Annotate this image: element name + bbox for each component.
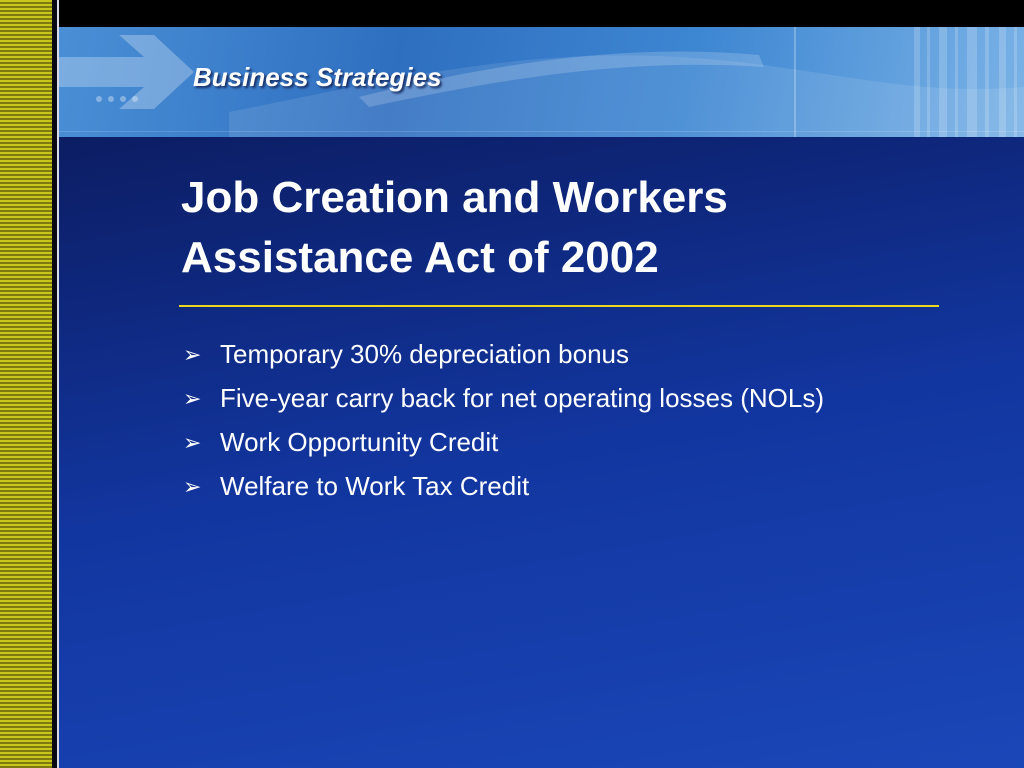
arrow-bullet-icon: ➢ bbox=[183, 386, 202, 411]
arrow-bullet-icon: ➢ bbox=[183, 474, 202, 499]
title-divider bbox=[179, 305, 939, 307]
section-title: Business Strategies bbox=[193, 62, 442, 92]
bullet-text: Work Opportunity Credit bbox=[220, 427, 499, 457]
bullet-item bbox=[183, 424, 883, 460]
bullet-text: Welfare to Work Tax Credit bbox=[220, 471, 530, 501]
bullet-list bbox=[183, 336, 883, 512]
slide-title bbox=[181, 168, 941, 288]
top-black-bar bbox=[59, 0, 1024, 27]
arrow-bullet-icon: ➢ bbox=[183, 430, 202, 455]
header-banner bbox=[59, 27, 1024, 137]
slide-title-line-1: Job Creation and Workers bbox=[181, 173, 728, 222]
bullet-item bbox=[183, 380, 883, 416]
arrow-bullet-icon: ➢ bbox=[183, 342, 202, 367]
arrow-icon bbox=[59, 35, 194, 109]
bullet-item bbox=[183, 336, 883, 372]
left-stripe-decoration bbox=[0, 0, 52, 768]
bullet-text: Temporary 30% depreciation bonus bbox=[220, 339, 630, 369]
slide-title-line-2: Assistance Act of 2002 bbox=[181, 233, 659, 282]
bullet-item bbox=[183, 468, 883, 504]
bullet-text: Five-year carry back for net operating losses (NOLs) bbox=[220, 383, 824, 413]
